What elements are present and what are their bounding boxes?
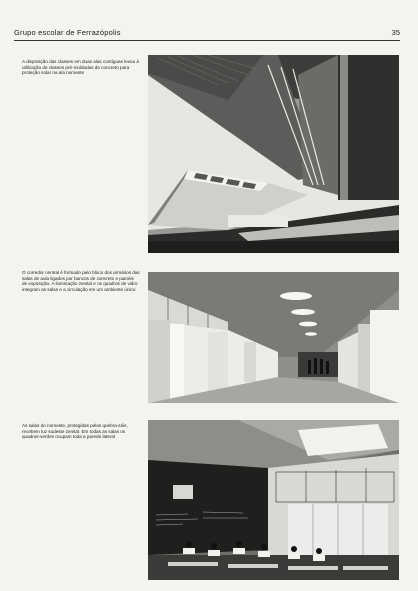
photo-central-corridor xyxy=(148,272,399,403)
page-title: Grupo escolar de Ferrazópolis xyxy=(14,28,121,37)
page-number: 35 xyxy=(391,28,400,37)
header-rule xyxy=(14,40,400,41)
caption-central-corridor: O corredor central é formado pelo bloco dos armários das salas de aula ligados por bancos de concreto e painéis de exposição. A iluminação zenital e os quadros de vidro integram as salas e a circulação em um ambiente único xyxy=(22,270,140,292)
caption-northwest-classrooms: As salas do noroeste, protegidas pelas quebra-sóis, recebem luz sudeste zenital. Em todas as salas os quadros-verdes ocupam toda a parede lateral xyxy=(22,423,128,440)
photo-classroom xyxy=(148,420,399,580)
caption-sunshades: A disposição das classes em duas alas contíguas levou à utilização de classes pré-moldadas de concreto para proteção solar na ala noroeste xyxy=(22,59,139,76)
photo-sunshade-facade xyxy=(148,55,399,253)
